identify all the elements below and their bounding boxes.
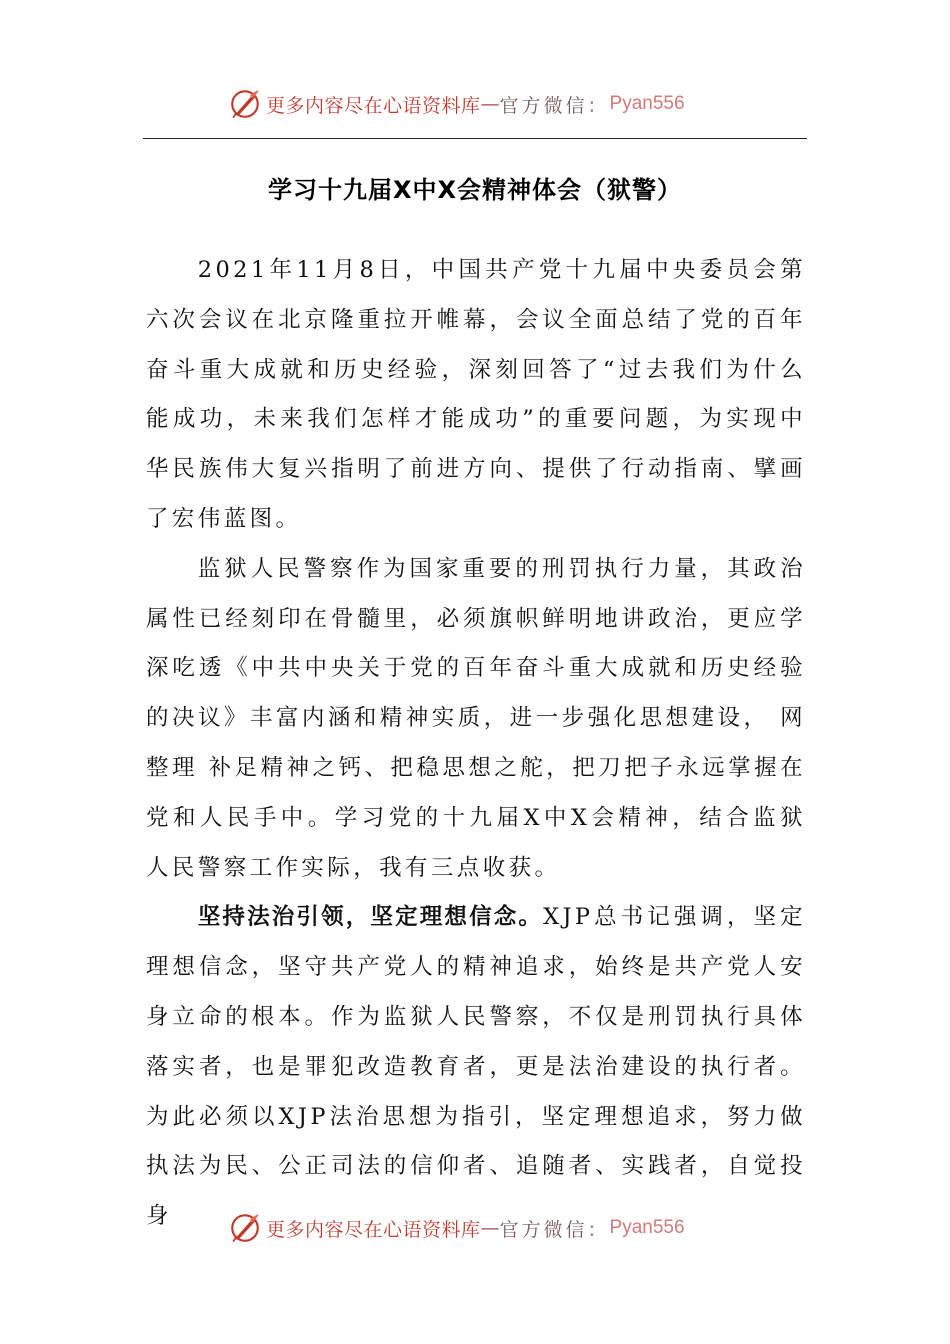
quill-pen-logo-icon: [228, 1211, 262, 1245]
watermark-dash: —: [480, 93, 500, 115]
watermark-official-label: 官方微信：: [499, 94, 610, 117]
watermark-site-text: 更多内容尽在心语资料库: [266, 94, 481, 117]
header-watermark: [228, 84, 685, 124]
watermark-wechat-id: Pyan556: [609, 93, 685, 114]
watermark-wechat-id: Pyan556: [609, 1217, 685, 1238]
paragraph-lead: 坚持法治引领，坚定理想信念。: [197, 904, 544, 931]
watermark-dash: —: [480, 1217, 500, 1239]
document-title: 学习十九届X中X会精神体会（狱警）: [267, 176, 682, 204]
paragraph-3: [146, 893, 806, 1242]
document-body: [146, 246, 806, 1242]
header-divider: [143, 138, 807, 139]
paragraph-text: 2021年11月8日，中国共产党十九届中央委员会第六次会议在北京隆重拉开帷幕，会议全面总结了党的百年奋斗重大成就和历史经验，深刻回答了“过去我们为什么能成功，未来我们怎样才能成功”的重要问题，为实现中华民族伟大复兴指明了前进方向、提供了行动指南、擘画了宏伟蓝图。: [146, 257, 806, 532]
watermark-site-text: 更多内容尽在心语资料库: [266, 1218, 481, 1241]
watermark-official-label: 官方微信：: [499, 1218, 610, 1241]
paragraph-text: XJP总书记强调，坚定理想信念，坚守共产党人的精神追求，始终是共产党人安身立命的根本。作为监狱人民警察，不仅是刑罚执行具体落实者，也是罪犯改造教育者，更是法治建设的执行者。为此必须以XJP法治思想为指引，坚定理想追求，努力做执法为民、公正司法的信仰者、追随者、实践者，自觉投身: [146, 904, 806, 1230]
footer-watermark: [228, 1208, 685, 1248]
quill-pen-logo-icon: [228, 87, 262, 121]
paragraph-text: 监狱人民警察作为国家重要的刑罚执行力量，其政治属性已经刻印在骨髓里，必须旗帜鲜明地讲政治，更应学深吃透《中共中央关于党的百年奋斗重大成就和历史经验的决议》丰富内涵和精神实质，进一步强化思想建设， 网整理 补足精神之钙、把稳思想之舵，把刀把子永远掌握在党和人民手中。学习党的十九届X中X会精神，结合监狱人民警察工作实际，我有三点收获。: [146, 555, 806, 881]
paragraph-2: [146, 545, 806, 894]
paragraph-1: [146, 246, 806, 545]
